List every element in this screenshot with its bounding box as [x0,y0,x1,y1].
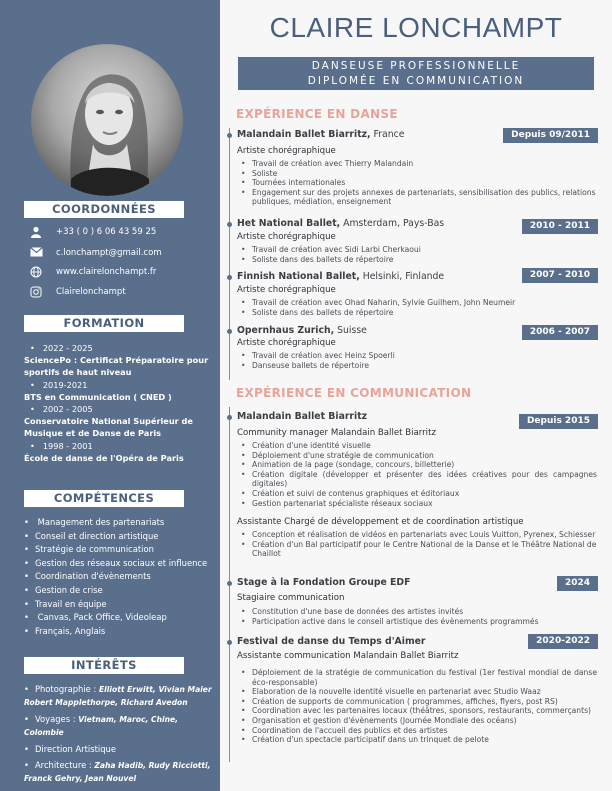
bullet-item: • Coordination avec les partenaires locaux (théâtres, sponsors, restaurants, commerçants) [252,706,597,716]
contact-email[interactable] [30,247,162,259]
contact-heading: COORDONNÉES [24,201,184,218]
bullet-item: • Travail de création avec Ohad Naharin, Sylvie Guilhem, John Neumeir [252,298,597,308]
bullet-item: • Animation de la page (sondage, concours, billetterie) [252,460,597,470]
contact-phone [30,226,156,238]
skill-item: • Gestion de crise [24,584,214,598]
bullet-item: • Création d'un Bal participatif pour le Centre National de la Danse et le Théâtre National de Chaillot [252,540,597,559]
interest-label: Photographie : [34,684,99,694]
date-badge: 2010 - 2011 [522,219,598,234]
bullet-item: • Participation active dans le conseil artistique des évènements programmés [252,617,597,627]
bullet-item: • Tournées internationales [252,178,597,188]
education-years: • 1998 - 2001 [24,440,214,452]
timeline-dot [227,581,232,586]
website-text[interactable]: www.clairelonchampt.fr [56,267,157,277]
bullet-list [252,351,597,370]
education-years: • 2022 - 2025 [24,342,214,354]
interest-item [24,683,219,710]
skill-item: • Conseil et direction artistique [24,530,214,544]
skills-list [24,516,214,638]
employer: Stage à la Fondation Groupe EDF [237,577,411,588]
dance-section-title: EXPÉRIENCE EN DANSE [236,107,398,121]
skill-item: • Stratégie de communication [24,543,214,557]
role: Artiste chorégraphique [237,146,336,156]
timeline-dot [227,275,232,280]
role: Assistante Chargé de développement et de coordination artistique [237,517,524,527]
role: Assistante communication Malandain Ballet Biarritz [237,651,459,661]
employer: Het National Ballet, Amsterdam, Pays-Bas [237,218,445,229]
interests-list [24,683,219,789]
employer: Malandain Ballet Biarritz [237,411,368,422]
interests-heading: INTÉRÊTS [24,657,184,674]
bullet-item: • Travail de création avec Heinz Spoerli [252,351,597,361]
bullet-item: • Création et suivi de contenus graphiques et éditoriaux [252,489,597,499]
bullet-item: • Création de supports de communication ( programmes, affiches, flyers, post RS) [252,697,597,707]
date-badge: 2006 - 2007 [522,325,598,340]
education-heading: FORMATION [24,315,184,332]
employer: Malandain Ballet Biarritz, France [237,129,405,140]
skill-item: • Gestion des réseaux sociaux et influence [24,557,214,571]
education-years: • 2002 - 2005 [24,403,214,415]
bullet-list [252,668,597,745]
bullet-item: • Organisation et gestion d'évènements (Journée Mondiale des océans) [252,716,597,726]
contact-website[interactable] [30,266,156,278]
person-icon [30,226,44,238]
role: Artiste chorégraphique [237,338,336,348]
interest-detail: Zaha Hadib, Rudy Ricciotti, Franck Gehry, Jean Nouvel [24,761,211,784]
date-badge: Depuis 2015 [519,414,598,429]
timeline-dot [227,415,232,420]
bullet-item: • Danseuse ballets de répertoire [252,361,597,371]
contact-instagram[interactable] [30,286,126,298]
education-degree: École de danse de l'Opéra de Paris [24,452,184,463]
skill-item: • Management des partenariats [24,516,214,530]
bullet-item: • Soliste dans des ballets de répertoire [252,255,597,265]
education-degree: BTS en Communication ( CNED ) [24,391,172,402]
bullet-item: • Soliste dans des ballets de répertoire [252,308,597,318]
candidate-name: CLAIRE LONCHAMPT [269,12,563,43]
role: Artiste chorégraphique [237,232,336,242]
profile-photo [31,44,183,196]
education-degree: SciencePo : Certificat Préparatoire pour sportifs de haut niveau [24,355,209,378]
bullet-item: • Travail de création avec Sidi Larbi Cherkaoui [252,245,597,255]
bullet-item: • Conception et réalisation de vidéos en partenariats avec Louis Vuitton, Pyrenex, Schiesser [252,530,597,540]
bullet-list [252,441,597,508]
interest-item [24,713,219,740]
bullet-list [252,159,597,207]
timeline-dot [227,222,232,227]
bullet-item: • Soliste [252,169,597,179]
date-badge: 2024 [557,576,598,591]
skill-item: • Français, Anglais [24,625,214,639]
education-degree: Conservatoire National Supérieur de Musique et de Danse de Paris [24,416,193,439]
education-list [24,342,214,464]
bullet-item: • Déploiement de la stratégie de communication du festival (1er festival mondial de danse éco-responsable) [252,668,597,687]
date-badge: 2020-2022 [528,634,598,649]
education-years: • 2019-2021 [24,379,214,391]
comm-section-title: EXPÉRIENCE EN COMMUNICATION [236,386,472,400]
bullet-item: • Coordination de l'accueil des publics et des artistes [252,726,597,736]
dance-timeline [229,128,230,380]
bullet-item: • Création d'un spectacle participatif dans un trinquet de pelote [252,735,597,745]
bullet-list [252,607,597,626]
sidebar [0,0,220,791]
bullet-item: • Gestion partenariat spécialiste réseaux sociaux [252,499,597,509]
instagram-text[interactable]: Clairelonchampt [56,287,126,297]
timeline-dot [227,133,232,138]
globe-icon [30,266,44,278]
employer: Festival de danse du Temps d'Aimer [237,636,426,647]
bullet-item: • Travail de création avec Thierry Malandain [252,159,597,169]
role: Stagiaire communication [237,593,345,603]
skill-item: • Coordination d'évènements [24,570,214,584]
interest-label: Voyages : [34,713,79,724]
interest-item [24,759,219,786]
bullet-item: • Déploiement d'une stratégie de communication [252,451,597,461]
timeline-dot [227,640,232,645]
role: Artiste chorégraphique [237,285,336,295]
job-title-banner [238,57,594,90]
interest-detail: Vietnam, Maroc, Chine, Colombie [24,714,179,738]
role: Community manager Malandain Ballet Biarritz [237,428,436,438]
date-badge: Depuis 09/2011 [503,128,598,143]
employer: Finnish National Ballet, Helsinki, Finlande [237,271,445,282]
instagram-icon [30,286,44,298]
email-icon [30,247,44,259]
bullet-list [252,298,597,317]
interest-label: Direction Artistique [34,743,116,754]
email-text[interactable]: c.lonchampt@gmail.com [56,248,162,258]
skill-item: • Travail en équipe [24,598,214,612]
skill-item: • Canvas, Pack Office, Videoleap [24,611,214,625]
skills-heading: COMPÉTENCES [24,490,184,507]
phone-text: +33 ( 0 ) 6 06 43 59 25 [56,227,157,237]
bullet-item: • Elaboration de la nouvelle identité visuelle en partenariat avec Studio Waaz [252,687,597,697]
bullet-item: • Engagement sur des projets annexes de partenariats, sensibilisation des publics, relations publiques, médiation, enseignement [252,188,597,207]
bullet-list [252,530,597,559]
interest-label: Architecture : [34,760,95,771]
interest-item [24,743,219,756]
job-title-line: DIPLOMÉE EN COMMUNICATION [307,75,525,87]
bullet-item: • Constitution d'une base de données des artistes invités [252,607,597,617]
interest-detail: Elliott Erwitt, Vivian Maier Robert Mapplethorpe, Richard Avedon [24,685,212,708]
bullet-item: • Création digitale (développer et présenter des idées créatives pour des campagnes digitales) [252,470,597,489]
bullet-list [252,245,597,264]
employer: Opernhaus Zurich, Suisse [237,325,367,336]
bullet-item: • Création d'une identité visuelle [252,441,597,451]
date-badge: 2007 - 2010 [522,268,598,283]
job-title-line: DANSEUSE PROFESSIONNELLE [311,60,521,72]
timeline-dot [227,329,232,334]
